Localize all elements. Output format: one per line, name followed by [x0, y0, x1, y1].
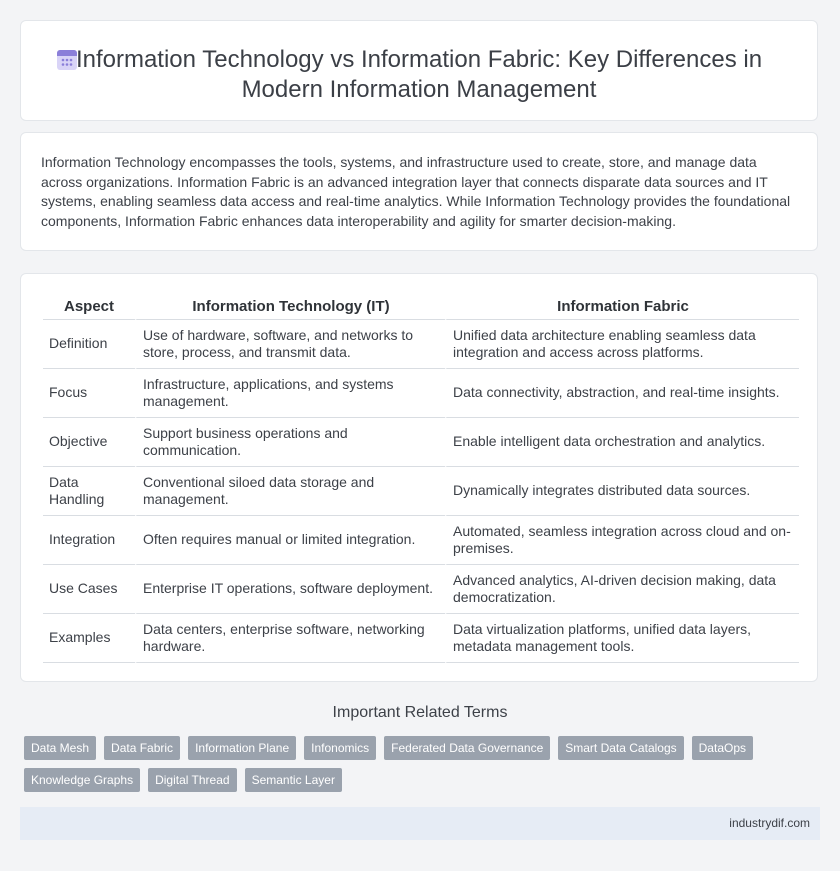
row-it-value: Use of hardware, software, and networks to store, process, and transmit data. [135, 320, 445, 369]
tag-digital-thread[interactable]: Digital Thread [148, 768, 236, 792]
footer [20, 807, 820, 840]
row-it-value: Enterprise IT operations, software deployment. [135, 565, 445, 614]
related-terms-title: Important Related Terms [332, 704, 508, 721]
row-fabric-value: Unified data architecture enabling seamless data integration and access across platforms. [445, 320, 799, 369]
tag-federated-data-governance[interactable]: Federated Data Governance [384, 736, 550, 760]
tag-information-plane[interactable]: Information Plane [188, 736, 296, 760]
row-fabric-value: Dynamically integrates distributed data sources. [445, 467, 799, 516]
table-row [43, 369, 799, 418]
header-fabric: Information Fabric [445, 294, 799, 320]
table-row [43, 467, 799, 516]
title-card [20, 20, 818, 121]
row-it-value: Conventional siloed data storage and management. [135, 467, 445, 516]
row-fabric-value: Automated, seamless integration across cloud and on-premises. [445, 516, 799, 565]
row-it-value: Infrastructure, applications, and systems management. [135, 369, 445, 418]
table-row [43, 320, 799, 369]
tag-dataops[interactable]: DataOps [692, 736, 753, 760]
row-it-value: Support business operations and communication. [135, 418, 445, 467]
tag-knowledge-graphs[interactable]: Knowledge Graphs [24, 768, 140, 792]
table-header-row [43, 294, 799, 320]
comparison-card [20, 273, 818, 682]
table-row [43, 418, 799, 467]
row-fabric-value: Data virtualization platforms, unified data layers, metadata management tools. [445, 614, 799, 663]
row-aspect: Objective [43, 418, 135, 467]
tag-infonomics[interactable]: Infonomics [304, 736, 376, 760]
tag-data-mesh[interactable]: Data Mesh [24, 736, 96, 760]
page-title-line2: Modern Information Management [241, 76, 597, 103]
page-title [21, 45, 817, 105]
tag-data-fabric[interactable]: Data Fabric [104, 736, 180, 760]
row-aspect: Examples [43, 614, 135, 663]
footer-site-link[interactable]: industrydif.com [729, 816, 810, 830]
related-terms-tags [24, 736, 814, 792]
header-it: Information Technology (IT) [135, 294, 445, 320]
row-aspect: Use Cases [43, 565, 135, 614]
tag-semantic-layer[interactable]: Semantic Layer [245, 768, 342, 792]
row-fabric-value: Data connectivity, abstraction, and real-time insights. [445, 369, 799, 418]
row-it-value: Often requires manual or limited integration. [135, 516, 445, 565]
row-aspect: Data Handling [43, 467, 135, 516]
row-it-value: Data centers, enterprise software, networking hardware. [135, 614, 445, 663]
row-fabric-value: Enable intelligent data orchestration and analytics. [445, 418, 799, 467]
row-aspect: Integration [43, 516, 135, 565]
row-fabric-value: Advanced analytics, AI-driven decision making, data democratization. [445, 565, 799, 614]
tag-smart-data-catalogs[interactable]: Smart Data Catalogs [558, 736, 683, 760]
table-row [43, 614, 799, 663]
intro-paragraph: Information Technology encompasses the tools, systems, and infrastructure used to create, store, and manage data across organizations. Information Fabric is an advanced integration layer that connects disparate data sources and IT systems, enabling seamless data access and real-time analytics. While Information Technology provides the foundational components, Information Fabric enhances data interoperability and agility for smarter decision-making. [41, 154, 791, 229]
header-aspect: Aspect [43, 294, 135, 320]
table-row [43, 516, 799, 565]
intro-card [20, 132, 818, 251]
page-title-line1: Information Technology vs Information Fabric: Key Differences in [75, 46, 763, 73]
table-row [43, 565, 799, 614]
comparison-table [43, 294, 799, 663]
row-aspect: Definition [43, 320, 135, 369]
row-aspect: Focus [43, 369, 135, 418]
